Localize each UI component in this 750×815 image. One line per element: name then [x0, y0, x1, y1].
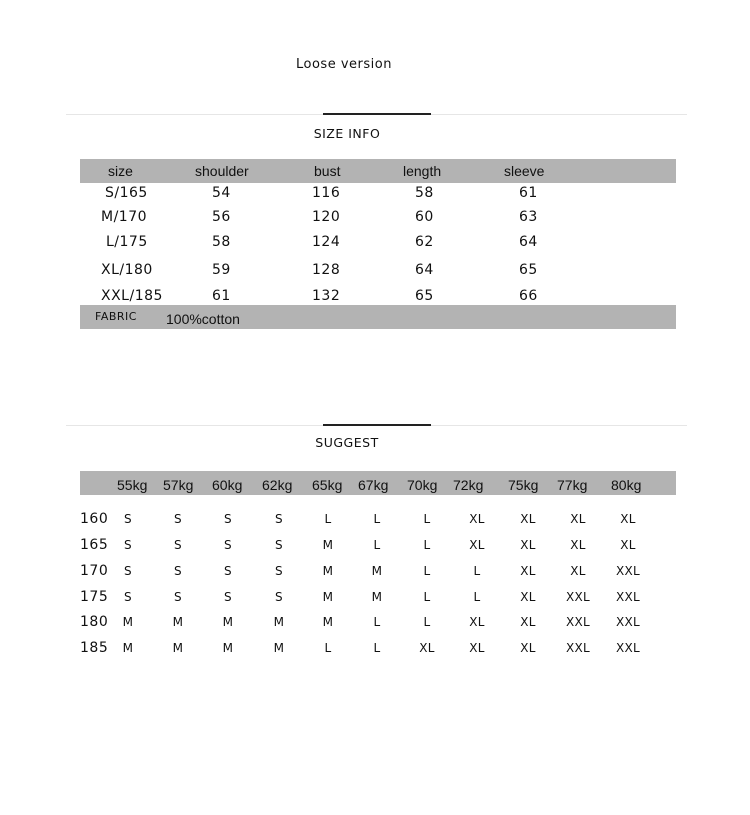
suggested-size: M [122, 615, 134, 629]
size-measurement: 63 [519, 209, 538, 225]
suggested-size: L [423, 512, 431, 526]
suggested-size: M [322, 590, 334, 604]
weight-header: 62kg [262, 477, 293, 493]
suggested-size: L [423, 590, 431, 604]
suggested-size: XXL [615, 615, 641, 629]
suggested-size: S [124, 590, 132, 604]
suggested-size: XL [469, 538, 485, 552]
suggested-size: XXL [615, 590, 641, 604]
suggested-size: XXL [565, 590, 591, 604]
header-shoulder: shoulder [195, 163, 249, 179]
fabric-value: 100%cotton [166, 311, 240, 327]
suggested-size: L [423, 564, 431, 578]
suggested-size: XL [620, 512, 636, 526]
size-label: XXL/185 [101, 288, 163, 304]
height-label: 160 [80, 511, 109, 527]
header-sleeve: sleeve [504, 163, 545, 179]
size-measurement: 65 [415, 288, 434, 304]
suggested-size: S [224, 590, 232, 604]
suggested-size: M [222, 615, 234, 629]
size-measurement: 62 [415, 234, 434, 250]
suggested-size: S [275, 538, 283, 552]
weight-header: 55kg [117, 477, 148, 493]
suggested-size: XL [469, 641, 485, 655]
size-measurement: 58 [415, 185, 434, 201]
suggested-size: XL [520, 615, 536, 629]
suggested-size: S [224, 512, 232, 526]
size-label: S/165 [105, 185, 148, 201]
size-measurement: 64 [415, 262, 434, 278]
suggested-size: S [174, 564, 182, 578]
suggested-size: M [222, 641, 234, 655]
height-label: 165 [80, 537, 109, 553]
height-label: 185 [80, 640, 109, 656]
size-measurement: 132 [312, 288, 341, 304]
suggested-size: M [273, 615, 285, 629]
suggested-size: L [473, 590, 481, 604]
size-measurement: 56 [212, 209, 231, 225]
suggest-title: SUGGEST [315, 435, 379, 450]
header-length: length [403, 163, 442, 179]
suggested-size: S [124, 538, 132, 552]
suggested-size: XL [570, 538, 586, 552]
suggested-size: M [371, 590, 383, 604]
suggested-size: L [473, 564, 481, 578]
suggested-size: L [324, 641, 332, 655]
size-measurement: 64 [519, 234, 538, 250]
suggested-size: S [174, 538, 182, 552]
section-accent-line [323, 113, 431, 115]
suggested-size: XXL [615, 564, 641, 578]
suggested-size: XL [419, 641, 435, 655]
suggested-size: XL [570, 512, 586, 526]
suggested-size: L [423, 538, 431, 552]
page-title: Loose version [296, 57, 392, 72]
size-measurement: 61 [212, 288, 231, 304]
suggested-size: XL [520, 641, 536, 655]
size-measurement: 59 [212, 262, 231, 278]
header-bust: bust [314, 163, 341, 179]
suggested-size: M [322, 538, 334, 552]
weight-header: 67kg [358, 477, 389, 493]
suggested-size: M [322, 615, 334, 629]
suggested-size: S [275, 564, 283, 578]
size-measurement: 128 [312, 262, 341, 278]
size-table-header-bar [80, 159, 676, 183]
size-label: M/170 [101, 209, 148, 225]
suggested-size: XXL [565, 615, 591, 629]
suggested-size: S [224, 564, 232, 578]
suggested-size: XL [570, 564, 586, 578]
suggested-size: XXL [565, 641, 591, 655]
size-measurement: 54 [212, 185, 231, 201]
suggested-size: S [174, 590, 182, 604]
suggested-size: XL [520, 538, 536, 552]
suggested-size: L [373, 538, 381, 552]
size-measurement: 60 [415, 209, 434, 225]
suggested-size: L [373, 641, 381, 655]
suggested-size: L [423, 615, 431, 629]
suggested-size: XL [520, 590, 536, 604]
suggested-size: XL [520, 564, 536, 578]
suggested-size: S [124, 512, 132, 526]
suggested-size: M [172, 615, 184, 629]
suggested-size: XXL [615, 641, 641, 655]
weight-header: 77kg [557, 477, 588, 493]
weight-header: 57kg [163, 477, 194, 493]
size-measurement: 124 [312, 234, 341, 250]
suggested-size: M [371, 564, 383, 578]
weight-header: 65kg [312, 477, 343, 493]
header-size: size [108, 163, 133, 179]
suggested-size: S [275, 512, 283, 526]
suggested-size: M [122, 641, 134, 655]
fabric-label: FABRIC [95, 310, 137, 323]
suggested-size: XL [520, 512, 536, 526]
weight-header: 60kg [212, 477, 243, 493]
weight-header: 80kg [611, 477, 642, 493]
size-measurement: 58 [212, 234, 231, 250]
suggested-size: S [124, 564, 132, 578]
suggested-size: M [273, 641, 285, 655]
height-label: 170 [80, 563, 109, 579]
suggested-size: XL [469, 615, 485, 629]
weight-header: 70kg [407, 477, 438, 493]
size-label: XL/180 [101, 262, 153, 278]
suggested-size: M [322, 564, 334, 578]
suggested-size: XL [620, 538, 636, 552]
section-accent-line [323, 424, 431, 426]
suggested-size: L [373, 512, 381, 526]
size-label: L/175 [106, 234, 148, 250]
height-label: 180 [80, 614, 109, 630]
suggested-size: M [172, 641, 184, 655]
size-measurement: 65 [519, 262, 538, 278]
size-measurement: 116 [312, 185, 341, 201]
suggested-size: L [373, 615, 381, 629]
suggested-size: L [324, 512, 332, 526]
size-measurement: 66 [519, 288, 538, 304]
height-label: 175 [80, 589, 109, 605]
suggested-size: S [174, 512, 182, 526]
weight-header: 72kg [453, 477, 484, 493]
suggested-size: S [275, 590, 283, 604]
weight-header: 75kg [508, 477, 539, 493]
size-measurement: 61 [519, 185, 538, 201]
size-info-title: SIZE INFO [313, 126, 381, 141]
suggested-size: S [224, 538, 232, 552]
suggested-size: XL [469, 512, 485, 526]
size-measurement: 120 [312, 209, 341, 225]
